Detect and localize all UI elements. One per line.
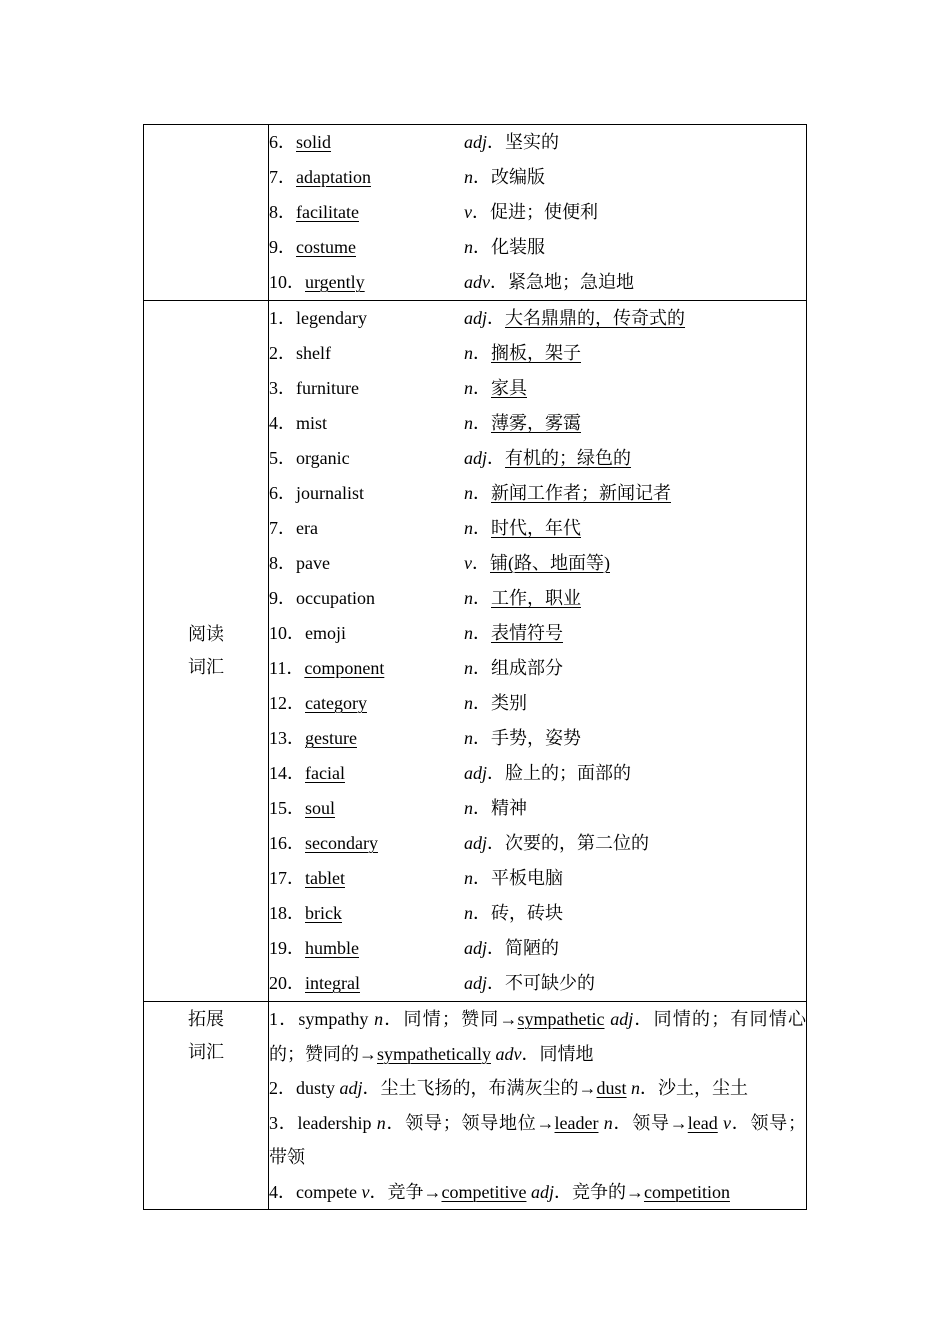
pos-separator: ． xyxy=(487,833,506,853)
part-of-speech: adv xyxy=(464,272,490,292)
entry-definition-group xyxy=(464,791,527,826)
entry-word-group xyxy=(269,371,359,406)
part-of-speech: adj xyxy=(530,1181,554,1202)
part-of-speech: n xyxy=(464,167,473,187)
pos-separator: ． xyxy=(473,903,491,923)
entry-word: mist xyxy=(296,413,328,433)
pos-separator: ． xyxy=(473,378,491,398)
part-of-speech: n xyxy=(631,1078,641,1098)
part-of-speech: n xyxy=(374,1009,384,1029)
derivation-text: ．尘土飞扬的，布满灰尘的→ xyxy=(362,1078,597,1098)
entry-number: 15． xyxy=(269,798,305,818)
entry-definition-group xyxy=(464,336,581,371)
entry-number: 9． xyxy=(269,588,296,608)
entry-word-group xyxy=(269,195,359,230)
derivation-text: ．领导；领导地位→ xyxy=(385,1112,555,1133)
entry-meaning: 次要的，第二位的 xyxy=(505,833,650,853)
entry-number: 20． xyxy=(269,973,305,993)
part-of-speech: n xyxy=(603,1112,613,1133)
entry-word: secondary xyxy=(305,833,378,853)
part-of-speech: adj xyxy=(464,833,488,853)
part-of-speech: n xyxy=(464,483,473,503)
entry-definition-group xyxy=(464,966,595,1001)
entry-word: component xyxy=(304,658,385,678)
entry-definition-group xyxy=(464,441,631,476)
entry-meaning: 坚实的 xyxy=(505,132,560,152)
entry-meaning: 化装服 xyxy=(491,237,545,257)
part-of-speech: n xyxy=(464,623,473,643)
derived-word: competitive xyxy=(441,1181,527,1202)
entry-word: journalist xyxy=(296,483,364,503)
derivation-item xyxy=(269,1071,806,1106)
section-row-core xyxy=(144,125,807,301)
entry-word-group xyxy=(269,125,331,160)
section-row-reading xyxy=(144,301,807,1002)
entry-number: 8． xyxy=(269,202,296,222)
entry-number: 2． xyxy=(269,343,296,363)
entry-number: 3． xyxy=(269,378,296,398)
pos-separator: ． xyxy=(473,413,491,433)
vocab-entry xyxy=(269,651,806,686)
pos-separator: ． xyxy=(472,553,490,573)
part-of-speech: adj xyxy=(464,938,488,958)
pos-separator: ． xyxy=(473,518,491,538)
entry-meaning: 简陋的 xyxy=(505,938,560,958)
entry-meaning: 有机的；绿色的 xyxy=(505,448,632,468)
vocab-entry xyxy=(269,931,806,966)
entry-number: 13． xyxy=(269,728,305,748)
entry-definition-group xyxy=(464,756,631,791)
entry-word: legendary xyxy=(296,308,367,328)
pos-separator: ． xyxy=(473,343,491,363)
entry-meaning: 薄雾，雾霭 xyxy=(491,413,581,433)
category-label-line2: 词汇 xyxy=(188,1042,224,1062)
vocab-entry xyxy=(269,966,806,1001)
part-of-speech: n xyxy=(464,658,473,678)
pos-separator: ． xyxy=(472,202,490,222)
entry-definition-group xyxy=(464,160,545,195)
entry-meaning: 搁板，架子 xyxy=(491,343,581,363)
entry-definition-group xyxy=(464,371,527,406)
entry-number: 14． xyxy=(269,763,305,783)
vocab-entry xyxy=(269,441,806,476)
vocab-entry xyxy=(269,406,806,441)
part-of-speech: adj xyxy=(610,1009,634,1029)
vocab-entry xyxy=(269,791,806,826)
vocab-entry xyxy=(269,160,806,195)
entry-definition-group xyxy=(464,721,581,756)
derivation-text: ．同情；赞同→ xyxy=(383,1009,518,1029)
entry-word-group xyxy=(269,651,384,686)
part-of-speech: v xyxy=(361,1181,370,1202)
derivation-text: 1．sympathy xyxy=(269,1009,375,1029)
entry-word: gesture xyxy=(305,728,357,748)
entry-definition-group xyxy=(464,896,563,931)
entry-definition-group xyxy=(464,686,527,721)
part-of-speech: v xyxy=(723,1112,732,1133)
derived-word: leader xyxy=(554,1112,599,1133)
entry-definition-group xyxy=(464,230,545,265)
derived-word: sympathetic xyxy=(517,1009,605,1029)
vocab-entry xyxy=(269,896,806,931)
entry-meaning: 组成部分 xyxy=(491,658,563,678)
entry-word: facial xyxy=(305,763,345,783)
entry-number: 16． xyxy=(269,833,305,853)
entry-number: 10． xyxy=(269,272,305,292)
entry-definition-group xyxy=(464,651,563,686)
entry-word-group xyxy=(269,476,364,511)
vocab-entry xyxy=(269,686,806,721)
entry-word-group xyxy=(269,616,346,651)
pos-separator: ． xyxy=(487,308,506,328)
entry-number: 8． xyxy=(269,553,296,573)
entry-number: 9． xyxy=(269,237,296,257)
derivation-text: ．领导→ xyxy=(612,1112,688,1133)
part-of-speech: adj xyxy=(464,973,488,993)
part-of-speech: n xyxy=(464,343,473,363)
vocab-entry xyxy=(269,581,806,616)
entry-definition-group xyxy=(464,195,598,230)
entry-word-group xyxy=(269,931,359,966)
entry-word-group xyxy=(269,826,378,861)
entry-word: furniture xyxy=(296,378,359,398)
entry-meaning: 促进；使便利 xyxy=(490,202,598,222)
entry-definition-group xyxy=(464,476,671,511)
pos-separator: ． xyxy=(473,728,491,748)
part-of-speech: adj xyxy=(339,1078,363,1098)
derivation-text: ．竞争→ xyxy=(369,1181,442,1202)
part-of-speech: n xyxy=(464,798,473,818)
entry-meaning: 类别 xyxy=(491,693,527,713)
vocab-entry xyxy=(269,230,806,265)
entry-meaning: 工作，职业 xyxy=(491,588,581,608)
entry-word: pave xyxy=(296,553,330,573)
entry-word-group xyxy=(269,791,335,826)
pos-separator: ． xyxy=(487,763,506,783)
pos-separator: ． xyxy=(473,483,491,503)
derivation-text: ．同情地 xyxy=(521,1043,594,1064)
vocab-entry xyxy=(269,546,806,581)
derivation-item xyxy=(269,1002,806,1071)
entry-meaning: 平板电脑 xyxy=(491,868,563,888)
derivation-text: 2．dusty xyxy=(269,1078,340,1098)
entry-meaning: 铺(路、地面等) xyxy=(490,553,610,573)
entry-word-group xyxy=(269,896,342,931)
part-of-speech: n xyxy=(464,693,473,713)
entry-word-group xyxy=(269,756,345,791)
entry-word: adaptation xyxy=(296,167,371,187)
pos-separator: ． xyxy=(490,272,508,292)
entry-word-group xyxy=(269,511,318,546)
part-of-speech: v xyxy=(464,553,472,573)
entry-word-group xyxy=(269,441,350,476)
entry-word: costume xyxy=(296,237,356,257)
derivation-text: ．沙土，尘土 xyxy=(640,1078,749,1098)
part-of-speech: n xyxy=(376,1112,386,1133)
pos-separator: ． xyxy=(487,973,506,993)
derivation-text: ．同情的；有同情心的；赞同的→ xyxy=(269,1009,807,1064)
entry-word-group xyxy=(269,686,367,721)
pos-separator: ． xyxy=(473,868,491,888)
entry-word: brick xyxy=(305,903,342,923)
entry-meaning: 紧急地；急迫地 xyxy=(508,272,634,292)
section-row-extended xyxy=(144,1002,807,1210)
entry-word-group xyxy=(269,336,331,371)
entry-word: urgently xyxy=(305,272,365,292)
entry-word: organic xyxy=(296,448,350,468)
vocab-entry xyxy=(269,301,806,336)
entry-number: 12． xyxy=(269,693,305,713)
derived-word: dust xyxy=(596,1078,627,1098)
entry-word: occupation xyxy=(296,588,375,608)
entry-definition-group xyxy=(464,616,563,651)
vocab-entry xyxy=(269,861,806,896)
entry-word-group xyxy=(269,966,360,1001)
entry-word: facilitate xyxy=(296,202,359,222)
entry-word: category xyxy=(305,693,367,713)
pos-separator: ． xyxy=(473,693,491,713)
derivation-item xyxy=(269,1175,806,1210)
pos-separator: ． xyxy=(473,588,491,608)
entry-word: shelf xyxy=(296,343,331,363)
entry-meaning: 脸上的；面部的 xyxy=(505,763,632,783)
entry-word-group xyxy=(269,546,330,581)
entry-meaning: 改编版 xyxy=(491,167,545,187)
part-of-speech: n xyxy=(464,868,473,888)
entry-meaning: 砖，砖块 xyxy=(491,903,563,923)
word-list-reading xyxy=(269,301,807,1002)
pos-separator: ． xyxy=(487,132,506,152)
vocab-entry xyxy=(269,616,806,651)
vocabulary-table xyxy=(143,124,807,1210)
vocab-entry xyxy=(269,371,806,406)
entry-word-group xyxy=(269,230,356,265)
category-label-line1: 阅读 xyxy=(188,624,224,644)
entry-word-group xyxy=(269,581,375,616)
vocab-entry xyxy=(269,125,806,160)
entry-word-group xyxy=(269,721,357,756)
entry-meaning: 表情符号 xyxy=(491,623,563,643)
category-cell-extended xyxy=(144,1002,269,1210)
entry-number: 18． xyxy=(269,903,305,923)
entry-word: tablet xyxy=(305,868,345,888)
part-of-speech: n xyxy=(464,588,473,608)
entry-definition-group xyxy=(464,125,559,160)
entry-word-group xyxy=(269,301,367,336)
part-of-speech: n xyxy=(464,903,473,923)
entry-number: 4． xyxy=(269,413,296,433)
vocab-entry xyxy=(269,336,806,371)
vocab-entry xyxy=(269,265,806,300)
entry-definition-group xyxy=(464,406,581,441)
pos-separator: ． xyxy=(487,448,506,468)
derivation-text: ．竞争的→ xyxy=(553,1181,644,1202)
pos-separator: ． xyxy=(487,938,506,958)
vocab-entry xyxy=(269,756,806,791)
vocab-entry xyxy=(269,195,806,230)
entry-definition-group xyxy=(464,511,581,546)
entry-definition-group xyxy=(464,301,685,336)
entry-meaning: 精神 xyxy=(491,798,527,818)
vocab-entry xyxy=(269,476,806,511)
entry-meaning: 大名鼎鼎的，传奇式的 xyxy=(505,308,686,328)
part-of-speech: adj xyxy=(464,763,488,783)
part-of-speech: n xyxy=(464,378,473,398)
entry-word-group xyxy=(269,265,365,300)
entry-word: humble xyxy=(305,938,359,958)
part-of-speech: adj xyxy=(464,448,488,468)
entry-definition-group xyxy=(464,931,559,966)
entry-definition-group xyxy=(464,581,581,616)
vocab-entry xyxy=(269,721,806,756)
entry-number: 5． xyxy=(269,448,296,468)
entry-word-group xyxy=(269,406,327,441)
part-of-speech: v xyxy=(464,202,472,222)
part-of-speech: n xyxy=(464,413,473,433)
part-of-speech: adv xyxy=(495,1043,522,1064)
entry-number: 6． xyxy=(269,132,296,152)
pos-separator: ． xyxy=(473,237,491,257)
derived-word: lead xyxy=(687,1112,718,1133)
entry-number: 7． xyxy=(269,167,296,187)
category-label-line1: 拓展 xyxy=(188,1009,224,1029)
entry-number: 7． xyxy=(269,518,296,538)
entry-word-group xyxy=(269,861,345,896)
entry-meaning: 手势，姿势 xyxy=(491,728,581,748)
part-of-speech: adj xyxy=(464,308,488,328)
part-of-speech: n xyxy=(464,518,473,538)
entry-number: 17． xyxy=(269,868,305,888)
part-of-speech: n xyxy=(464,728,473,748)
entry-meaning: 不可缺少的 xyxy=(505,973,596,993)
entry-meaning: 时代，年代 xyxy=(491,518,581,538)
entry-meaning: 新闻工作者；新闻记者 xyxy=(491,483,671,503)
entry-definition-group xyxy=(464,861,563,896)
vocab-entry xyxy=(269,511,806,546)
category-cell-reading xyxy=(144,301,269,1002)
entry-number: 11． xyxy=(269,658,305,678)
category-label-line2: 词汇 xyxy=(188,657,224,677)
entry-number: 6． xyxy=(269,483,296,503)
derivation-text: 3．leadership xyxy=(269,1112,377,1133)
entry-word: soul xyxy=(305,798,336,818)
entry-number: 1． xyxy=(269,308,296,328)
pos-separator: ． xyxy=(473,798,491,818)
derivation-list xyxy=(269,1002,807,1210)
entry-number: 10． xyxy=(269,623,305,643)
derivation-item xyxy=(269,1106,806,1175)
entry-definition-group xyxy=(464,546,610,581)
word-list-core xyxy=(269,125,807,301)
entry-meaning: 家具 xyxy=(491,378,527,398)
entry-number: 19． xyxy=(269,938,305,958)
derivation-text: ．领导；带领 xyxy=(269,1112,807,1167)
derivation-text: 4．compete xyxy=(269,1181,362,1202)
entry-word: solid xyxy=(296,132,332,152)
pos-separator: ． xyxy=(473,623,491,643)
entry-word: era xyxy=(296,518,318,538)
entry-definition-group xyxy=(464,265,634,300)
part-of-speech: n xyxy=(464,237,473,257)
entry-word: integral xyxy=(305,973,360,993)
derived-word: sympathetically xyxy=(377,1043,491,1064)
part-of-speech: adj xyxy=(464,132,488,152)
category-cell-empty xyxy=(144,125,269,301)
entry-word: emoji xyxy=(305,623,346,643)
entry-word-group xyxy=(269,160,371,195)
pos-separator: ． xyxy=(473,658,491,678)
vocab-entry xyxy=(269,826,806,861)
derived-word: competition xyxy=(643,1181,730,1202)
pos-separator: ． xyxy=(473,167,491,187)
entry-definition-group xyxy=(464,826,649,861)
